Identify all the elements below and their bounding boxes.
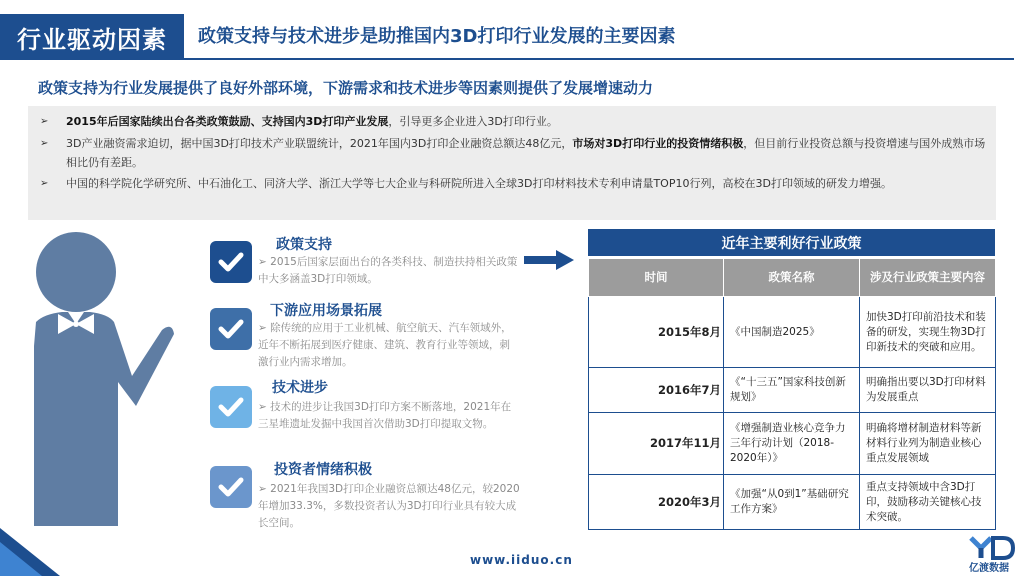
key-point-text: ，但目前行业投资总额与投资增速与国外成熟市场相比仍有差距。 [66, 137, 986, 169]
page-title: 政策支持与技术进步是助推国内3D打印行业发展的主要因素 [198, 26, 676, 47]
footer-url: www.iiduo.cn [470, 553, 573, 567]
key-point-text: ，引导更多企业进入3D打印行业。 [388, 115, 558, 128]
policy-table [588, 229, 995, 529]
table-cell-policy: 《“十三五”国家科技创新规划》 [724, 368, 860, 413]
factor-title: 下游应用场景拓展 [270, 303, 382, 319]
column-header: 政策名称 [724, 259, 860, 297]
table-cell-policy: 《加强“从0到1”基础研究工作方案》 [724, 475, 860, 530]
key-point-bold: 2015年后国家陆续出台各类政策鼓励、支持国内3D打印产业发展 [66, 115, 389, 128]
corner-decoration [0, 528, 60, 576]
table-cell-content: 重点支持领域中含3D打印，鼓励移动关键核心技术突破。 [860, 475, 996, 530]
column-header: 时间 [589, 259, 724, 297]
presenter-figure-icon [14, 226, 174, 526]
table-cell-policy: 《增强制造业核心竞争力三年行动计划（2018-2020年）》 [724, 413, 860, 475]
checkmark-icon [210, 386, 252, 428]
key-point-bold: 市场对3D打印行业的投资情绪积极 [572, 137, 744, 150]
key-point-text: 中国的科学院化学研究所、中石油化工、同济大学、浙江大学等七大企业与科研院所进入全球3D打印材料技术专利申请量TOP10行列，高校在3D打印领域的研发力增强。 [66, 177, 892, 190]
policy-table-grid [588, 258, 996, 530]
table-row [589, 475, 996, 530]
table-header-row [589, 259, 996, 297]
key-points-panel [28, 106, 996, 220]
table-cell-date: 2017年11月 [589, 413, 724, 475]
column-header: 涉及行业政策主要内容 [860, 259, 996, 297]
table-cell-content: 明确将增材制造材料等新材料行业列为制造业核心重点发展领域 [860, 413, 996, 475]
section-tag: 行业驱动因素 [0, 14, 184, 60]
table-cell-content: 明确指出要以3D打印材料为发展重点 [860, 368, 996, 413]
table-cell-policy: 《中国制造2025》 [724, 297, 860, 368]
arrow-right-icon [524, 250, 574, 270]
arrow-bullet-icon: ➢ [40, 138, 49, 149]
table-row [589, 368, 996, 413]
factor-description: ➢ 除传统的应用于工业机械、航空航天、汽车领域外，近年不断拓展到医疗健康、建筑、教育行业等领域，刺激行业内需求增加。 [258, 322, 512, 368]
table-title: 近年主要利好行业政策 [588, 229, 995, 256]
arrow-bullet-icon: ➢ [40, 178, 49, 189]
table-row [589, 297, 996, 368]
table-cell-date: 2016年7月 [589, 368, 724, 413]
table-row [589, 413, 996, 475]
factor-title: 技术进步 [272, 380, 328, 396]
logo-mark-icon [957, 534, 1021, 560]
factor-description: ➢ 2015后国家层面出台的各类科技、制造扶持相关政策中大多涵盖3D打印领域。 [258, 256, 518, 285]
factor-title: 投资者情绪积极 [274, 462, 372, 478]
checkmark-icon [210, 308, 252, 350]
factor-title: 政策支持 [276, 237, 332, 253]
checkmark-icon [210, 466, 252, 508]
table-cell-date: 2015年8月 [589, 297, 724, 368]
factor-description: ➢ 技术的进步让我国3D打印方案不断落地，2021年在三星堆遗址发掘中我国首次借助3D打印提取文物。 [258, 401, 512, 430]
key-point-text: 3D产业融资需求迫切，据中国3D打印技术产业联盟统计，2021年国内3D打印企业融资总额达48亿元， [66, 137, 573, 150]
table-cell-content: 加快3D打印前沿技术和装备的研发，实现生物3D打印新技术的突破和应用。 [860, 297, 996, 368]
brand-logo [957, 534, 1021, 574]
page-subtitle: 政策支持为行业发展提供了良好外部环境，下游需求和技术进步等因素则提供了发展增速动力 [38, 79, 654, 97]
checkmark-icon [210, 241, 252, 283]
factor-description: ➢ 2021年我国3D打印企业融资总额达48亿元，较2020年增加33.3%，多数投资者认为3D打印行业具有较大成长空间。 [258, 483, 520, 529]
header-divider [184, 58, 1014, 60]
logo-text: 亿渡数据 [969, 563, 1009, 574]
arrow-bullet-icon: ➢ [40, 116, 49, 127]
table-cell-date: 2020年3月 [589, 475, 724, 530]
